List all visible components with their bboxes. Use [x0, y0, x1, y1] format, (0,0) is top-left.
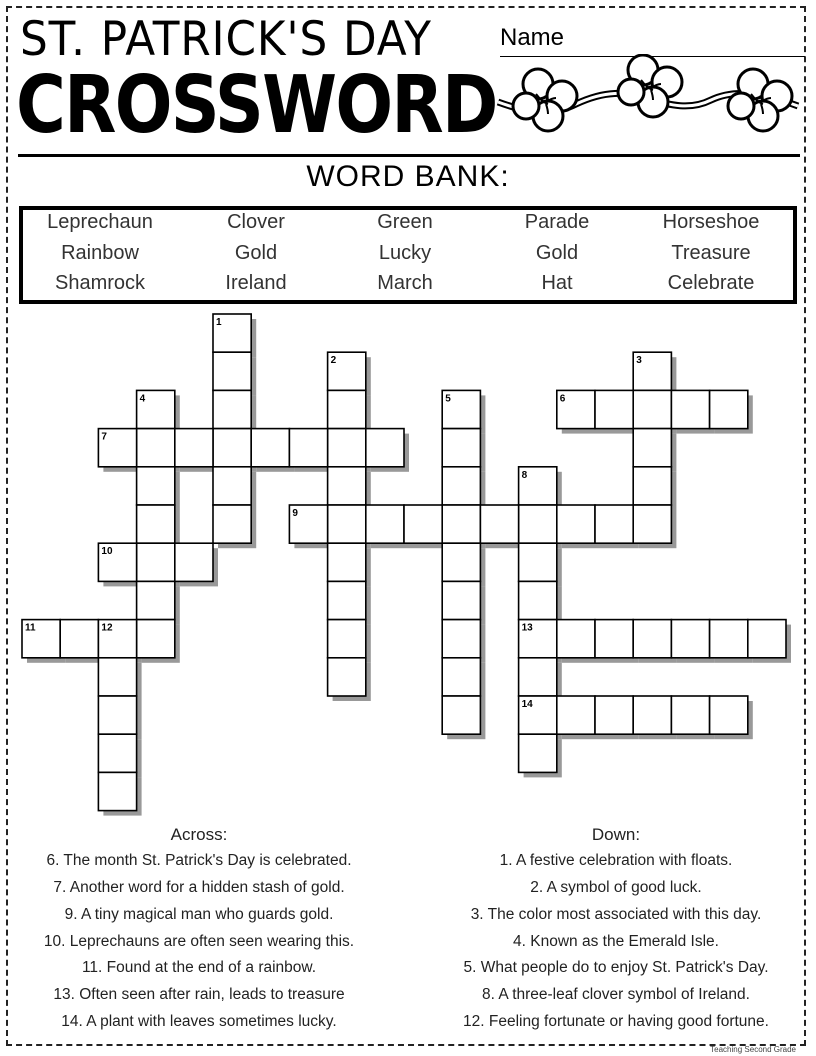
crossword-cell[interactable] [366, 505, 404, 543]
word-bank-item: Gold [535, 242, 579, 264]
title-line-2: CROSSWORD [16, 59, 497, 151]
crossword-cell[interactable] [633, 505, 671, 543]
crossword-cell[interactable] [442, 543, 480, 581]
crossword-cell[interactable] [748, 620, 786, 658]
crossword-cell[interactable] [519, 658, 557, 696]
crossword-cell[interactable] [213, 390, 251, 428]
crossword-cell[interactable] [519, 581, 557, 619]
crossword-cell[interactable] [442, 467, 480, 505]
crossword-cell[interactable] [633, 390, 671, 428]
crossword-cell[interactable] [480, 505, 518, 543]
clue-number: 8 [521, 469, 528, 481]
crossword-cell[interactable] [519, 543, 557, 581]
down-clue: 12. Feeling fortunate or having good fortune. [463, 1013, 769, 1030]
word-bank-item: Rainbow [61, 242, 139, 264]
crossword-cell[interactable] [213, 505, 251, 543]
crossword-cell[interactable] [633, 620, 671, 658]
crossword-cell[interactable] [213, 467, 251, 505]
across-clue: 10. Leprechauns are often seen wearing this. [43, 933, 355, 950]
crossword-cell[interactable] [328, 429, 366, 467]
crossword-cell[interactable] [60, 620, 98, 658]
crossword-cell[interactable] [98, 696, 136, 734]
clue-number: 9 [292, 508, 298, 519]
crossword-cell[interactable] [366, 429, 404, 467]
crossword-cell[interactable] [519, 505, 557, 543]
crossword-cell[interactable] [710, 696, 748, 734]
down-clue: 2. A symbol of good luck. [530, 879, 702, 896]
word-bank-item: Gold [234, 242, 278, 264]
word-bank-item: March [377, 272, 433, 294]
across-clue: 13. Often seen after rain, leads to treasure [53, 986, 345, 1003]
crossword-cell[interactable] [328, 505, 366, 543]
crossword-cell[interactable] [595, 696, 633, 734]
clue-number: 7 [101, 431, 107, 443]
crossword-cell[interactable] [519, 734, 557, 772]
down-heading: Down: [591, 825, 641, 844]
crossword-cell[interactable] [671, 696, 709, 734]
across-clue: 6. The month St. Patrick's Day is celebrated. [46, 852, 352, 869]
word-bank-item: Lucky [378, 242, 432, 264]
word-bank-item: Treasure [671, 242, 751, 264]
crossword-cell[interactable] [633, 467, 671, 505]
crossword-cell[interactable] [328, 620, 366, 658]
down-clue: 3. The color most associated with this day. [470, 906, 762, 923]
across-clue: 9. A tiny magical man who guards gold. [64, 906, 334, 923]
word-bank-item: Shamrock [54, 272, 146, 294]
across-clue: 11. Found at the end of a rainbow. [81, 959, 317, 976]
word-bank-item: Horseshoe [662, 211, 760, 233]
crossword-cell[interactable] [442, 581, 480, 619]
word-bank-title: WORD BANK: [306, 160, 510, 193]
crossword-cell[interactable] [595, 505, 633, 543]
word-bank-item: Ireland [225, 272, 287, 294]
crossword-cell[interactable] [137, 581, 175, 619]
crossword-cell[interactable] [328, 658, 366, 696]
crossword-cell[interactable] [251, 429, 289, 467]
crossword-cell[interactable] [328, 581, 366, 619]
crossword-cell[interactable] [98, 734, 136, 772]
down-clue: 4. Known as the Emerald Isle. [513, 933, 719, 950]
name-label: Name [500, 24, 565, 51]
crossword-cell[interactable] [595, 620, 633, 658]
crossword-cell[interactable] [137, 429, 175, 467]
crossword-cell[interactable] [98, 658, 136, 696]
crossword-cell[interactable] [633, 429, 671, 467]
across-clue: 7. Another word for a hidden stash of gold. [53, 879, 345, 896]
crossword-cell[interactable] [671, 390, 709, 428]
clue-number: 2 [330, 355, 337, 367]
crossword-cell[interactable] [595, 390, 633, 428]
clue-number: 11 [25, 622, 36, 634]
crossword-cell[interactable] [289, 429, 327, 467]
crossword-cell[interactable] [328, 467, 366, 505]
title-line-1: ST. PATRICK'S DAY [20, 12, 432, 67]
word-bank-item: Clover [227, 211, 285, 233]
across-clue: 14. A plant with leaves sometimes lucky. [61, 1013, 337, 1030]
clue-number: 1 [216, 317, 222, 328]
footer-credit: Teaching Second Grade [710, 1045, 796, 1054]
crossword-cell[interactable] [328, 390, 366, 428]
clue-number: 13 [521, 622, 533, 634]
clue-number: 6 [559, 393, 566, 405]
crossword-cell[interactable] [213, 352, 251, 390]
crossword-cell[interactable] [137, 467, 175, 505]
crossword-cell[interactable] [710, 620, 748, 658]
crossword-cell[interactable] [175, 429, 213, 467]
crossword-cell[interactable] [98, 772, 136, 810]
crossword-cell[interactable] [557, 696, 595, 734]
crossword-cell[interactable] [442, 696, 480, 734]
crossword-cell[interactable] [328, 543, 366, 581]
across-heading: Across: [170, 825, 228, 844]
clue-number: 10 [101, 546, 113, 558]
clue-number: 3 [636, 355, 642, 367]
clue-number: 4 [139, 393, 146, 405]
word-bank-item: Celebrate [667, 272, 755, 294]
down-clue: 5. What people do to enjoy St. Patrick's Day. [463, 959, 769, 976]
word-bank-item: Parade [524, 211, 590, 233]
word-bank-item: Hat [541, 272, 573, 294]
crossword-cell[interactable] [442, 505, 480, 543]
word-bank-item: Leprechaun [47, 211, 153, 233]
crossword-cell[interactable] [442, 658, 480, 696]
down-clue: 1. A festive celebration with floats. [499, 852, 733, 869]
crossword-cell[interactable] [137, 505, 175, 543]
crossword-cell[interactable] [404, 505, 442, 543]
clue-number: 14 [521, 699, 533, 710]
crossword-cell[interactable] [213, 429, 251, 467]
word-bank-item: Green [377, 211, 433, 233]
crossword-cell[interactable] [137, 543, 175, 581]
down-clue: 8. A three-leaf clover symbol of Ireland. [482, 986, 750, 1003]
crossword-cell[interactable] [671, 620, 709, 658]
crossword-cell[interactable] [137, 620, 175, 658]
crossword-cell[interactable] [710, 390, 748, 428]
crossword-cell[interactable] [633, 696, 671, 734]
crossword-cell[interactable] [557, 620, 595, 658]
clue-number: 5 [445, 393, 451, 405]
crossword-cell[interactable] [442, 620, 480, 658]
clue-number: 12 [101, 622, 113, 634]
crossword-cell[interactable] [557, 505, 595, 543]
crossword-cell[interactable] [175, 543, 213, 581]
crossword-cell[interactable] [442, 429, 480, 467]
